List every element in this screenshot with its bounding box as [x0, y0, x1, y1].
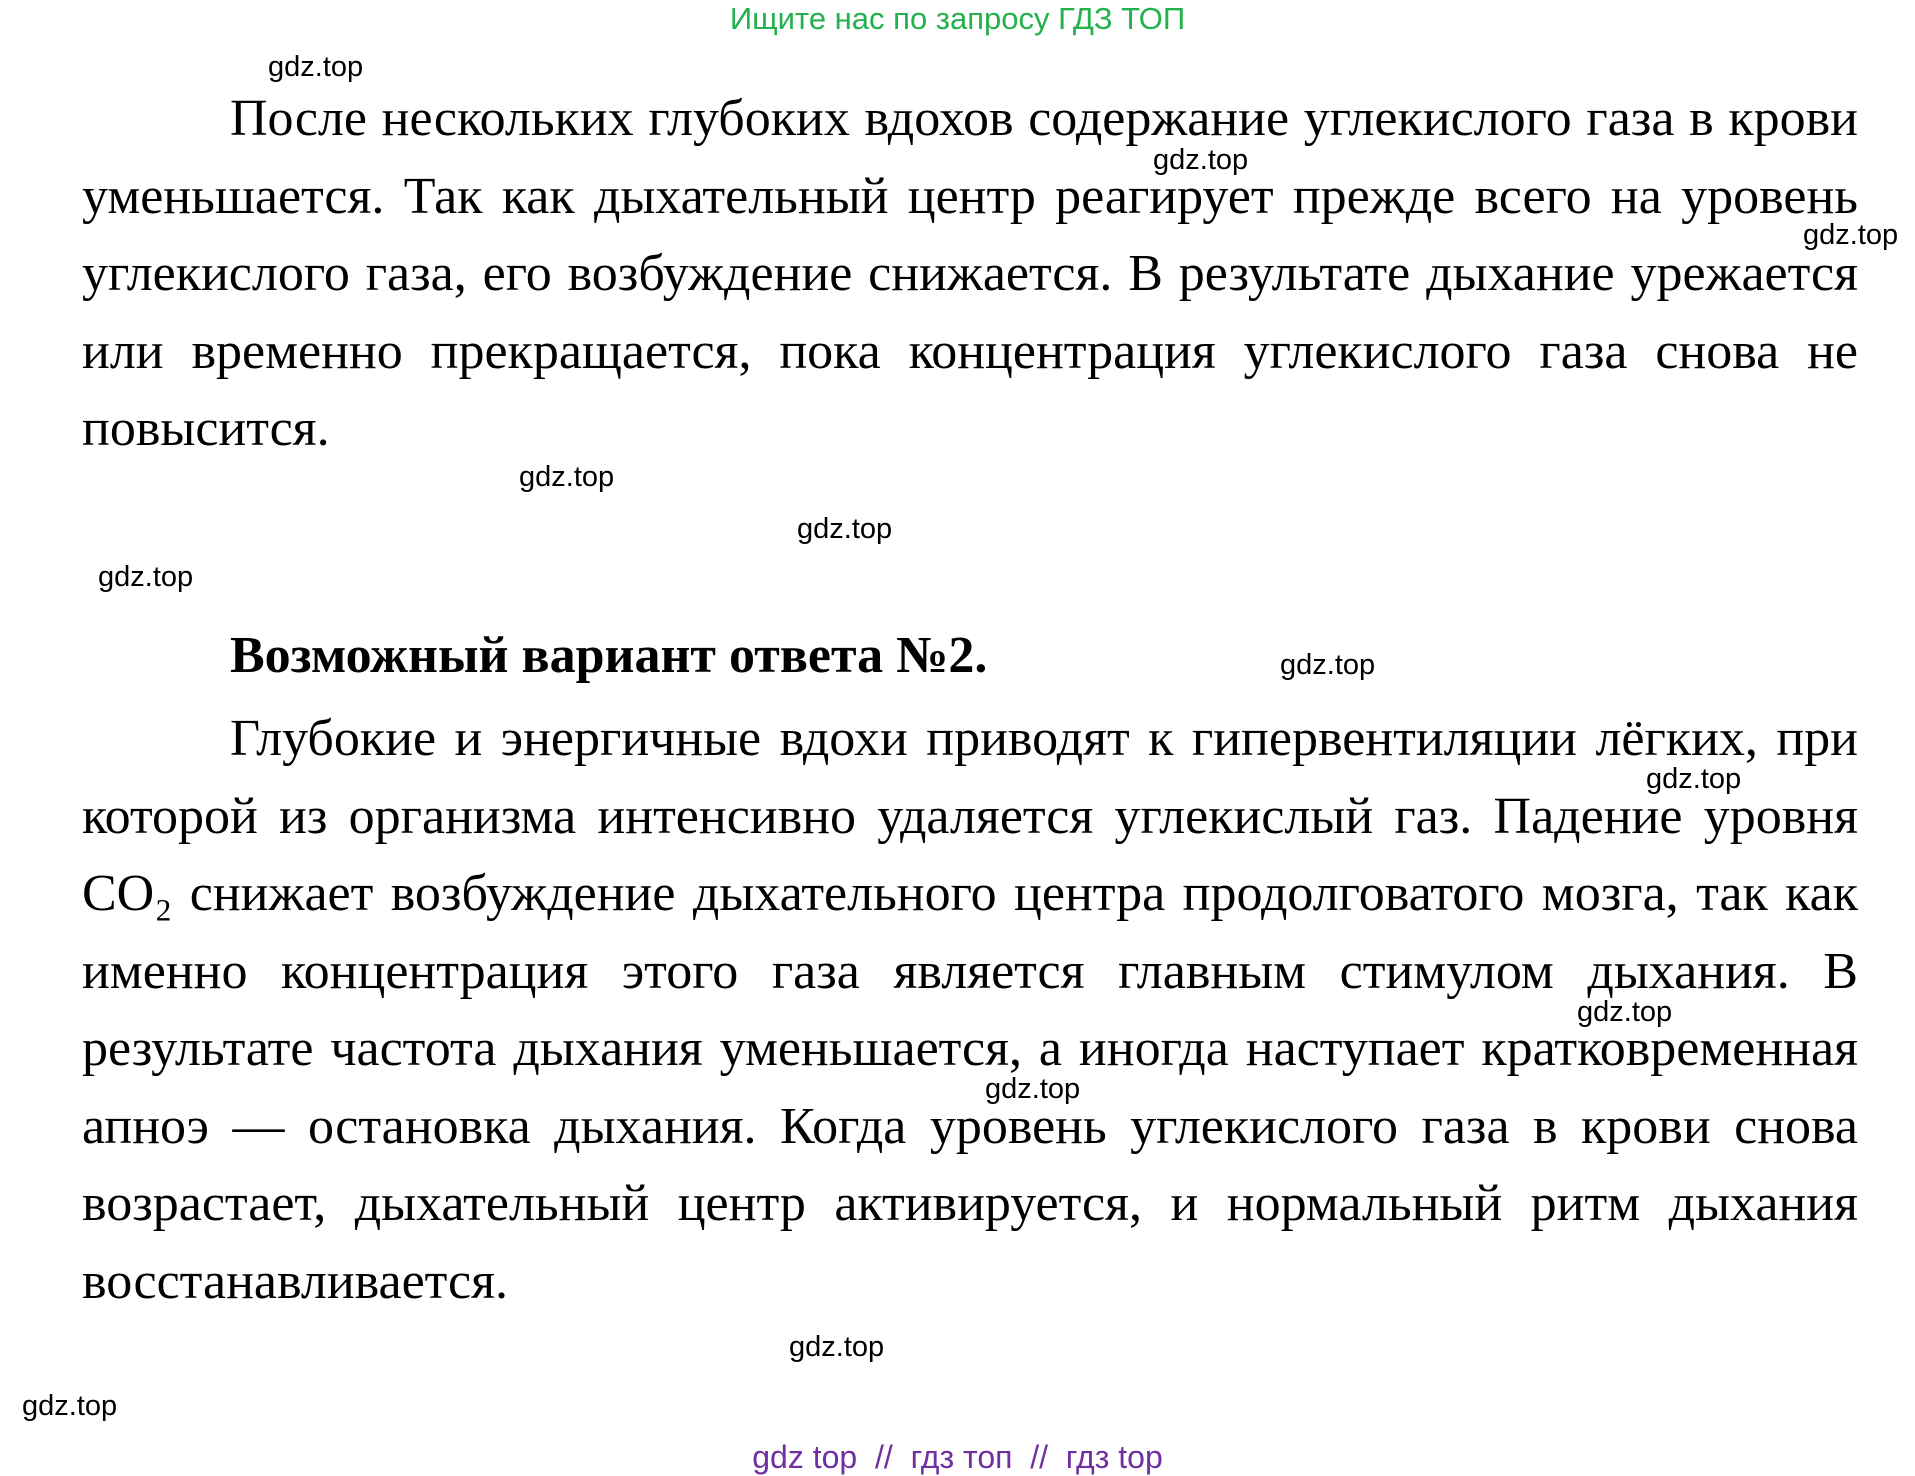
watermark: gdz.top	[22, 1390, 118, 1422]
watermark: gdz.top	[1646, 763, 1742, 795]
watermark: gdz.top	[797, 513, 893, 545]
watermark: gdz.top	[1577, 996, 1673, 1028]
watermark: gdz.top	[1280, 649, 1376, 681]
watermark: gdz.top	[98, 561, 194, 593]
answer-paragraph-1: После нескольких глубоких вдохов содержание углекислого газа в крови уменьшается. Так как дыхательный центр реагирует прежде всего на уровень углекислого газа, его возбуждение снижается. В результате дыхание урежается или временно прекращается, пока концентрация углекислого газа снова не повысится.	[82, 90, 1858, 457]
watermark: gdz.top	[1153, 144, 1249, 176]
footer-watermark: gdz top // гдз топ // гдз top	[752, 1439, 1163, 1475]
search-banner: Ищите нас по запросу ГДЗ ТОП	[729, 1, 1186, 36]
answer-variant-heading: Возможный вариант ответа №2.	[230, 627, 988, 684]
watermark: gdz.top	[985, 1073, 1081, 1105]
watermark: gdz.top	[1803, 219, 1899, 251]
watermark: gdz.top	[789, 1331, 885, 1363]
watermark: gdz.top	[268, 51, 364, 83]
watermark: gdz.top	[519, 461, 615, 493]
answer-paragraph-2: Глубокие и энергичные вдохи приводят к гипервентиляции лёгких, при которой из организма интенсивно удаляется углекислый газ. Падение уровня CO₂ снижает возбуждение дыхательного центра продолговатого мозга, так как именно концентрация этого газа является главным стимулом дыхания. В результате частота дыхания уменьшается, а иногда наступает кратковременная апноэ — остановка дыхания. Когда уровень углекислого газа в крови снова возрастает, дыхательный центр активируется, и нормальный ритм дыхания восстанавливается.	[82, 710, 1858, 1310]
